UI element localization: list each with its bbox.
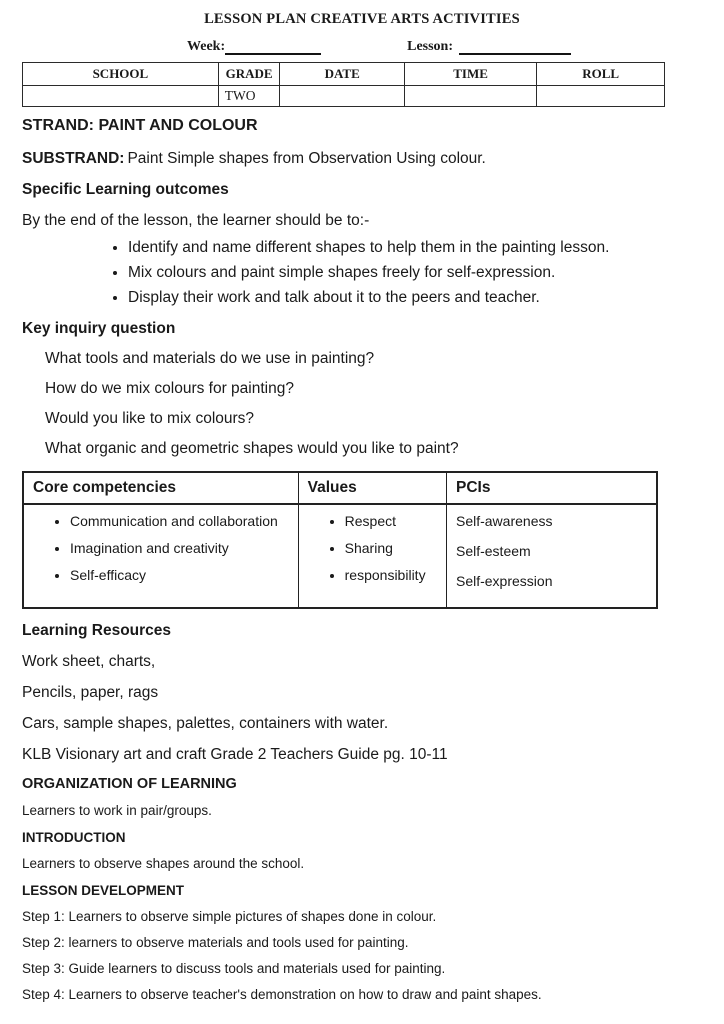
info-table-value-row [23, 86, 665, 107]
substrand-label: SUBSTRAND: [22, 150, 125, 167]
resource-item: Cars, sample shapes, palettes, containers with water. [22, 715, 389, 732]
core-competencies-cell [23, 504, 298, 608]
lesson-label: Lesson: [407, 39, 454, 54]
inquiry-heading: Key inquiry question [22, 320, 176, 337]
lesson-field [407, 39, 571, 55]
value-item: • responsibility [345, 567, 446, 583]
header-date: DATE [280, 63, 405, 86]
resource-item: Pencils, paper, rags [22, 684, 159, 701]
values-list [299, 513, 446, 583]
header-grade: GRADE [218, 63, 280, 86]
document-title: LESSON PLAN CREATIVE ARTS ACTIVITIES [204, 11, 520, 27]
week-field [187, 39, 321, 55]
header-values: Values [298, 472, 446, 504]
introduction-text: Learners to observe shapes around the school. [22, 856, 305, 871]
core-competency-item: • Communication and collaboration [70, 513, 298, 529]
lesson-steps-list [22, 909, 702, 1002]
resources-heading: Learning Resources [22, 622, 172, 639]
outcome-item: • Identify and name different shapes to help them in the painting lesson. [128, 239, 702, 257]
organization-text: Learners to work in pair/groups. [22, 803, 212, 818]
outcomes-intro: By the end of the lesson, the learner should be to:- [22, 212, 370, 229]
value-item: • Respect [345, 513, 446, 529]
school-cell [23, 86, 219, 107]
resource-item: KLB Visionary art and craft Grade 2 Teachers Guide pg. 10-11 [22, 746, 448, 763]
header-pcis: PCIs [446, 472, 657, 504]
pci-item: Self-awareness [455, 513, 553, 529]
header-core-competencies: Core competencies [23, 472, 298, 504]
inquiry-questions [22, 350, 702, 458]
info-table-header-row [23, 63, 665, 86]
resource-item: Work sheet, charts, [22, 653, 156, 670]
lesson-step: Step 1: Learners to observe simple pictures of shapes done in colour. [22, 909, 437, 924]
core-competency-item: • Imagination and creativity [70, 540, 298, 556]
organization-heading: ORGANIZATION OF LEARNING [22, 776, 237, 792]
lesson-step: Step 3: Guide learners to discuss tools and materials used for painting. [22, 961, 446, 976]
introduction-heading: INTRODUCTION [22, 830, 126, 845]
substrand-line [22, 150, 702, 168]
pci-item: Self-expression [455, 573, 553, 589]
value-item: • Sharing [345, 540, 446, 556]
time-cell [404, 86, 536, 107]
header-school: SCHOOL [23, 63, 219, 86]
pcis-cell [446, 504, 657, 608]
core-competency-item: • Self-efficacy [70, 567, 298, 583]
header-time: TIME [404, 63, 536, 86]
resources-list [22, 653, 702, 764]
competency-body-row [23, 504, 657, 608]
roll-cell [537, 86, 665, 107]
pcis-list [447, 513, 656, 589]
core-competencies-list [24, 513, 298, 583]
inquiry-question: Would you like to mix colours? [45, 410, 255, 427]
inquiry-question: What tools and materials do we use in painting? [45, 350, 375, 367]
pci-item: Self-esteem [455, 543, 531, 559]
week-lesson-line [22, 39, 702, 55]
week-label: Week: [187, 39, 226, 54]
inquiry-question: What organic and geometric shapes would you like to paint? [45, 440, 459, 457]
outcomes-list [22, 239, 702, 307]
strand-heading: STRAND: PAINT AND COLOUR [22, 117, 258, 134]
grade-cell: TWO [218, 86, 280, 107]
header-roll: ROLL [537, 63, 665, 86]
school-info-table [22, 62, 665, 107]
development-heading: LESSON DEVELOPMENT [22, 883, 185, 898]
inquiry-question: How do we mix colours for painting? [45, 380, 294, 397]
lesson-step: Step 4: Learners to observe teacher's demonstration on how to draw and paint shapes. [22, 987, 542, 1002]
outcome-item: • Mix colours and paint simple shapes freely for self-expression. [128, 264, 702, 282]
lesson-step: Step 2: learners to observe materials and tools used for painting. [22, 935, 409, 950]
substrand-text: Paint Simple shapes from Observation Using colour. [127, 150, 486, 167]
outcomes-heading: Specific Learning outcomes [22, 181, 229, 198]
week-blank-line [225, 42, 321, 55]
competency-header-row [23, 472, 657, 504]
competency-table [22, 471, 658, 609]
outcome-item: • Display their work and talk about it to the peers and teacher. [128, 289, 702, 307]
lesson-blank-line [459, 42, 571, 55]
date-cell [280, 86, 405, 107]
values-cell [298, 504, 446, 608]
